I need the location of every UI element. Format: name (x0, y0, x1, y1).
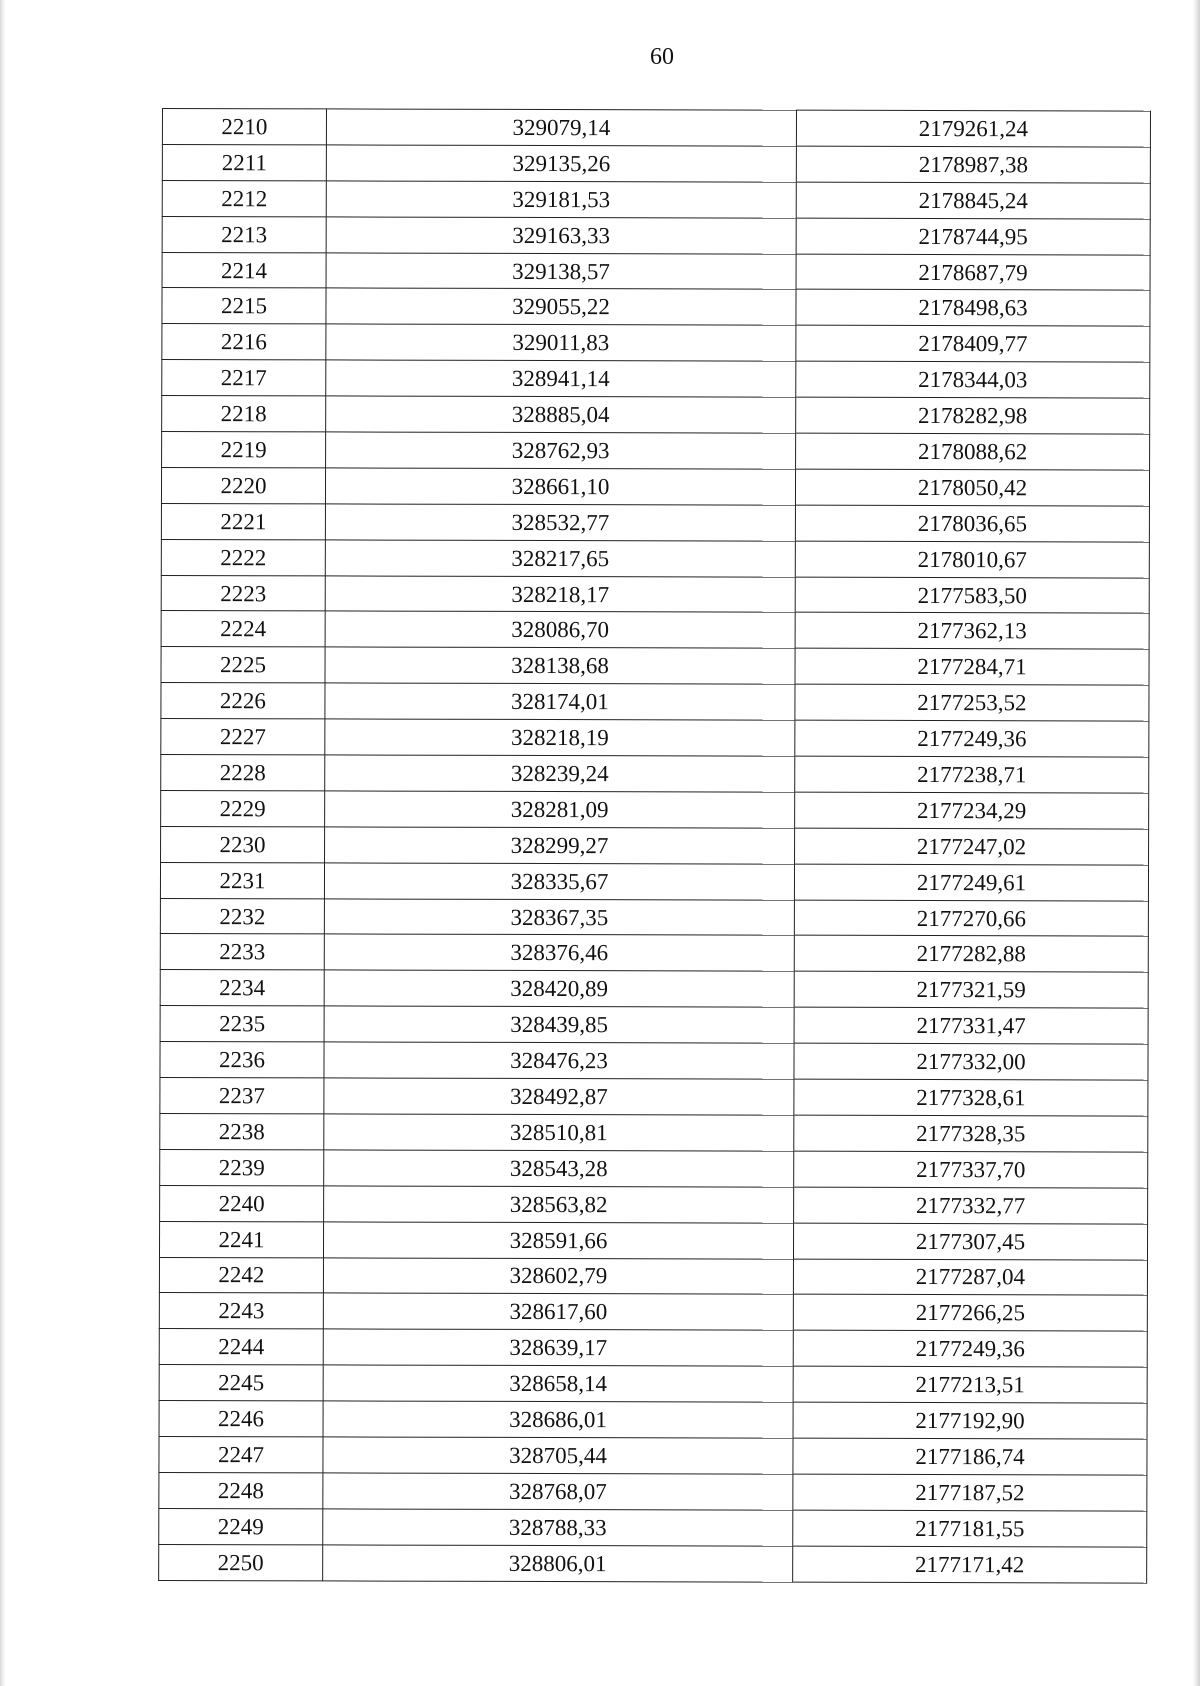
point-number-cell: 2215 (162, 288, 326, 324)
x-coordinate-cell: 328086,70 (325, 611, 795, 648)
x-coordinate-cell: 329055,22 (326, 288, 796, 325)
point-number-cell: 2238 (160, 1113, 324, 1149)
table-row (160, 1113, 1148, 1151)
table-row (161, 611, 1149, 649)
table-row (162, 288, 1150, 326)
table-row (162, 216, 1150, 254)
coordinates-table (158, 108, 1151, 1583)
x-coordinate-cell: 328239,24 (325, 755, 795, 792)
point-number-cell: 2236 (160, 1042, 324, 1078)
table-row (160, 1149, 1148, 1187)
x-coordinate-cell: 328602,79 (323, 1257, 793, 1294)
x-coordinate-cell: 328367,35 (324, 899, 794, 936)
point-number-cell: 2224 (161, 611, 325, 647)
y-coordinate-cell: 2177249,36 (793, 1330, 1147, 1367)
point-number-cell: 2241 (159, 1221, 323, 1257)
y-coordinate-cell: 2178282,98 (796, 397, 1150, 434)
x-coordinate-cell: 328639,17 (323, 1329, 793, 1366)
scan-edge-right (1192, 0, 1200, 1686)
point-number-cell: 2232 (160, 898, 324, 934)
table-row (161, 719, 1149, 757)
x-coordinate-cell: 328138,68 (325, 647, 795, 684)
y-coordinate-cell: 2178687,79 (796, 254, 1150, 291)
coordinates-table-body (159, 109, 1151, 1583)
point-number-cell: 2250 (159, 1544, 323, 1580)
y-coordinate-cell: 2177247,02 (795, 828, 1149, 865)
table-row (162, 396, 1150, 434)
table-row (159, 1257, 1147, 1295)
table-row (162, 324, 1150, 362)
y-coordinate-cell: 2177332,00 (794, 1043, 1148, 1080)
x-coordinate-cell: 328335,67 (324, 863, 794, 900)
y-coordinate-cell: 2177287,04 (793, 1259, 1147, 1296)
point-number-cell: 2242 (159, 1257, 323, 1293)
x-coordinate-cell: 328492,87 (324, 1078, 794, 1115)
x-coordinate-cell: 328543,28 (324, 1150, 794, 1187)
table-row (160, 934, 1148, 972)
table-row (160, 970, 1148, 1008)
point-number-cell: 2229 (161, 790, 325, 826)
table-row (160, 1185, 1148, 1223)
y-coordinate-cell: 2177332,77 (794, 1187, 1148, 1224)
point-number-cell: 2233 (160, 934, 324, 970)
table-row (161, 575, 1149, 613)
table-row (162, 432, 1150, 470)
x-coordinate-cell: 328885,04 (326, 396, 796, 433)
x-coordinate-cell: 328218,19 (325, 719, 795, 756)
x-coordinate-cell: 328806,01 (323, 1545, 793, 1582)
y-coordinate-cell: 2178987,38 (796, 146, 1150, 183)
x-coordinate-cell: 328476,23 (324, 1042, 794, 1079)
table-row (159, 1401, 1147, 1439)
point-number-cell: 2237 (160, 1078, 324, 1114)
point-number-cell: 2248 (159, 1472, 323, 1508)
y-coordinate-cell: 2178845,24 (796, 182, 1150, 219)
x-coordinate-cell: 328661,10 (325, 468, 795, 505)
x-coordinate-cell: 328420,89 (324, 970, 794, 1007)
y-coordinate-cell: 2178744,95 (796, 218, 1150, 255)
table-row (162, 180, 1150, 218)
x-coordinate-cell: 328376,46 (324, 934, 794, 971)
table-row (161, 683, 1149, 721)
table-row (160, 1006, 1148, 1044)
point-number-cell: 2246 (159, 1401, 323, 1437)
point-number-cell: 2230 (161, 826, 325, 862)
point-number-cell: 2214 (162, 252, 326, 288)
point-number-cell: 2220 (161, 467, 325, 503)
point-number-cell: 2245 (159, 1365, 323, 1401)
y-coordinate-cell: 2177213,51 (793, 1366, 1147, 1403)
point-number-cell: 2212 (162, 180, 326, 216)
y-coordinate-cell: 2178344,03 (796, 361, 1150, 398)
x-coordinate-cell: 328174,01 (325, 683, 795, 720)
point-number-cell: 2222 (161, 539, 325, 575)
x-coordinate-cell: 328686,01 (323, 1401, 793, 1438)
table-row (159, 1472, 1147, 1510)
y-coordinate-cell: 2177234,29 (795, 792, 1149, 829)
y-coordinate-cell: 2177337,70 (794, 1151, 1148, 1188)
y-coordinate-cell: 2179261,24 (796, 110, 1150, 147)
point-number-cell: 2221 (161, 503, 325, 539)
y-coordinate-cell: 2177583,50 (795, 577, 1149, 614)
x-coordinate-cell: 328768,07 (323, 1473, 793, 1510)
table-row (161, 467, 1149, 505)
y-coordinate-cell: 2177321,59 (794, 972, 1148, 1009)
table-row (162, 360, 1150, 398)
x-coordinate-cell: 328510,81 (324, 1114, 794, 1151)
table-row (160, 1042, 1148, 1080)
table-row (159, 1329, 1147, 1367)
y-coordinate-cell: 2178409,77 (796, 326, 1150, 363)
y-coordinate-cell: 2177186,74 (793, 1438, 1147, 1475)
y-coordinate-cell: 2177171,42 (793, 1546, 1147, 1583)
y-coordinate-cell: 2177238,71 (795, 756, 1149, 793)
x-coordinate-cell: 328439,85 (324, 1006, 794, 1043)
x-coordinate-cell: 328658,14 (323, 1365, 793, 1402)
point-number-cell: 2216 (162, 324, 326, 360)
table-row (161, 503, 1149, 541)
y-coordinate-cell: 2177249,61 (794, 864, 1148, 901)
table-row (159, 1365, 1147, 1403)
y-coordinate-cell: 2177328,35 (794, 1115, 1148, 1152)
point-number-cell: 2225 (161, 647, 325, 683)
point-number-cell: 2210 (162, 109, 326, 145)
y-coordinate-cell: 2177362,13 (795, 613, 1149, 650)
point-number-cell: 2223 (161, 575, 325, 611)
table-row (161, 790, 1149, 828)
x-coordinate-cell: 329079,14 (326, 109, 796, 146)
point-number-cell: 2243 (159, 1293, 323, 1329)
table-row (159, 1293, 1147, 1331)
point-number-cell: 2228 (161, 755, 325, 791)
table-row (162, 144, 1150, 182)
y-coordinate-cell: 2178010,67 (795, 541, 1149, 578)
point-number-cell: 2211 (162, 144, 326, 180)
x-coordinate-cell: 329135,26 (326, 145, 796, 182)
y-coordinate-cell: 2177270,66 (794, 900, 1148, 937)
page-number: 60 (650, 44, 674, 70)
x-coordinate-cell: 328591,66 (323, 1222, 793, 1259)
table-row (160, 898, 1148, 936)
table-row (160, 1078, 1148, 1116)
x-coordinate-cell: 329181,53 (326, 181, 796, 218)
y-coordinate-cell: 2178050,42 (795, 469, 1149, 506)
table-row (161, 647, 1149, 685)
table-row (159, 1544, 1147, 1582)
x-coordinate-cell: 328281,09 (325, 791, 795, 828)
x-coordinate-cell: 328941,14 (326, 360, 796, 397)
x-coordinate-cell: 328299,27 (325, 827, 795, 864)
y-coordinate-cell: 2177181,55 (793, 1510, 1147, 1547)
point-number-cell: 2227 (161, 719, 325, 755)
y-coordinate-cell: 2177249,36 (795, 720, 1149, 757)
point-number-cell: 2235 (160, 1006, 324, 1042)
x-coordinate-cell: 328563,82 (324, 1186, 794, 1223)
x-coordinate-cell: 328217,65 (325, 540, 795, 577)
x-coordinate-cell: 328218,17 (325, 576, 795, 613)
table-row (161, 539, 1149, 577)
table-row (159, 1221, 1147, 1259)
table-row (159, 1508, 1147, 1546)
table-row (161, 755, 1149, 793)
x-coordinate-cell: 328532,77 (325, 504, 795, 541)
x-coordinate-cell: 329163,33 (326, 217, 796, 254)
y-coordinate-cell: 2177192,90 (793, 1402, 1147, 1439)
y-coordinate-cell: 2177307,45 (793, 1223, 1147, 1260)
point-number-cell: 2239 (160, 1149, 324, 1185)
x-coordinate-cell: 329138,57 (326, 252, 796, 289)
table-row (161, 826, 1149, 864)
y-coordinate-cell: 2178036,65 (795, 505, 1149, 542)
x-coordinate-cell: 328762,93 (326, 432, 796, 469)
x-coordinate-cell: 328705,44 (323, 1437, 793, 1474)
y-coordinate-cell: 2177187,52 (793, 1474, 1147, 1511)
y-coordinate-cell: 2177328,61 (794, 1079, 1148, 1116)
point-number-cell: 2247 (159, 1436, 323, 1472)
point-number-cell: 2231 (160, 862, 324, 898)
point-number-cell: 2219 (162, 432, 326, 468)
table-row (160, 862, 1148, 900)
point-number-cell: 2226 (161, 683, 325, 719)
point-number-cell: 2217 (162, 360, 326, 396)
y-coordinate-cell: 2177266,25 (793, 1295, 1147, 1332)
point-number-cell: 2244 (159, 1329, 323, 1365)
point-number-cell: 2218 (162, 396, 326, 432)
y-coordinate-cell: 2177331,47 (794, 1007, 1148, 1044)
point-number-cell: 2213 (162, 216, 326, 252)
point-number-cell: 2240 (160, 1185, 324, 1221)
point-number-cell: 2249 (159, 1508, 323, 1544)
table-row (159, 1436, 1147, 1474)
scan-edge-left (0, 0, 6, 1686)
y-coordinate-cell: 2177253,52 (795, 684, 1149, 721)
y-coordinate-cell: 2177282,88 (794, 936, 1148, 973)
table-row (162, 109, 1150, 147)
y-coordinate-cell: 2178498,63 (796, 290, 1150, 327)
point-number-cell: 2234 (160, 970, 324, 1006)
y-coordinate-cell: 2178088,62 (796, 433, 1150, 470)
x-coordinate-cell: 329011,83 (326, 324, 796, 361)
x-coordinate-cell: 328617,60 (323, 1293, 793, 1330)
x-coordinate-cell: 328788,33 (323, 1509, 793, 1546)
table-row (162, 252, 1150, 290)
y-coordinate-cell: 2177284,71 (795, 649, 1149, 686)
